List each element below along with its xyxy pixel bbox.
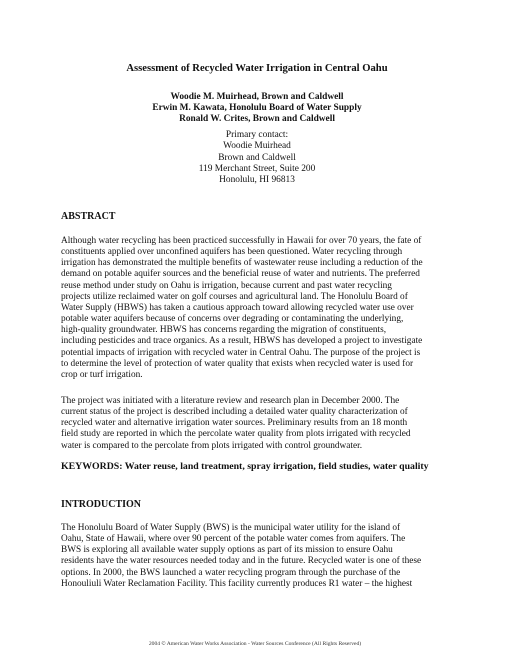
author-line: Erwin M. Kawata, Honolulu Board of Water Supply bbox=[152, 103, 362, 114]
author-line: Woodie M. Muirhead, Brown and Caldwell bbox=[170, 92, 344, 102]
abstract-heading: ABSTRACT bbox=[61, 211, 116, 222]
contact-line: Honolulu, HI 96813 bbox=[219, 175, 295, 186]
text-line: water is compared to the percolate from plots irrigated with control groundwater. bbox=[61, 440, 363, 451]
text-line: crop or turf irrigation. bbox=[61, 369, 143, 380]
contact-line: Woodie Muirhead bbox=[223, 141, 291, 152]
text-line: Honouliuli Water Reclamation Facility. This facility currently produces R1 water – the highest bbox=[61, 578, 413, 589]
author-line: Ronald W. Crites, Brown and Caldwell bbox=[179, 114, 335, 125]
text-line: high-quality groundwater. HBWS has concerns regarding the migration of constituents, bbox=[61, 325, 387, 336]
contact-line: 119 Merchant Street, Suite 200 bbox=[198, 163, 316, 174]
text-line: The project was initiated with a literature review and research plan in December 2000. The bbox=[61, 396, 400, 406]
keywords-line: KEYWORDS: Water reuse, land treatment, spray irrigation, field studies, water quality bbox=[61, 461, 429, 472]
text-line: reuse method under study on Oahu is irrigation, because current and past water recycling bbox=[61, 280, 392, 291]
text-line: potential impacts of irrigation with recycled water in Central Oahu. The purpose of the project is bbox=[61, 347, 421, 358]
text-line: projects utilize reclaimed water on golf courses and agricultural land. The Honolulu Board of bbox=[61, 291, 408, 302]
text-line: to determine the level of protection of water quality that exists when recycled water is used for bbox=[61, 358, 414, 369]
text-line: options. In 2000, the BWS launched a water recycling program through the purchase of the bbox=[61, 567, 401, 578]
introduction-heading: INTRODUCTION bbox=[61, 499, 142, 510]
paper-title: Assessment of Recycled Water Irrigation in Central Oahu bbox=[126, 63, 388, 74]
contact-line: Brown and Caldwell bbox=[218, 152, 296, 163]
text-line: demand on potable aquifer sources and the beneficial reuse of water and nutrients. The preferred bbox=[61, 269, 420, 280]
text-line: residents have the water resources needed today and in the future. Recycled water is one of these bbox=[61, 556, 422, 567]
text-line: Although water recycling has been practiced successfully in Hawaii for over 70 years, the fate of bbox=[61, 236, 422, 246]
text-line: current status of the project is described including a detailed water quality characterization of bbox=[61, 407, 408, 418]
text-line: potable water aquifers because of concerns over degrading or contaminating the underlying, bbox=[61, 314, 404, 325]
text-line: The Honolulu Board of Water Supply (BWS) is the municipal water utility for the island of bbox=[61, 523, 401, 533]
page-footer: 2004 © American Water Works Association - Water Sources Conference (All Rights Reserved) bbox=[148, 641, 362, 647]
contact-block bbox=[61, 130, 453, 186]
text-line: recycled water and alternative irrigation water sources. Preliminary results from an 18 month bbox=[61, 418, 408, 429]
abstract-paragraph-2 bbox=[61, 396, 453, 452]
text-line: constituents applied over unconfined aquifers has been questioned. Water recycling through bbox=[61, 247, 403, 258]
text-line: Oahu, State of Hawaii, where over 90 percent of the potable water comes from aquifers. The bbox=[61, 534, 406, 545]
text-line: irrigation has demonstrated the multiple benefits of wastewater reuse including a reduction of the bbox=[61, 258, 423, 269]
author-list bbox=[61, 92, 453, 126]
text-line: BWS is exploring all available water supply options as part of its mission to ensure Oahu bbox=[61, 545, 393, 556]
text-line: field study are reported in which the percolate water quality from plots irrigated with recycled bbox=[61, 429, 411, 440]
text-line: including pesticides and trace organics. As a result, HBWS has developed a project to investigate bbox=[61, 336, 423, 347]
introduction-paragraph-1 bbox=[61, 523, 453, 590]
text-line: Water Supply (HBWS) has taken a cautious approach toward allowing recycled water use over bbox=[61, 302, 414, 313]
abstract-paragraph-1 bbox=[61, 236, 453, 381]
contact-line: Primary contact: bbox=[225, 130, 289, 140]
